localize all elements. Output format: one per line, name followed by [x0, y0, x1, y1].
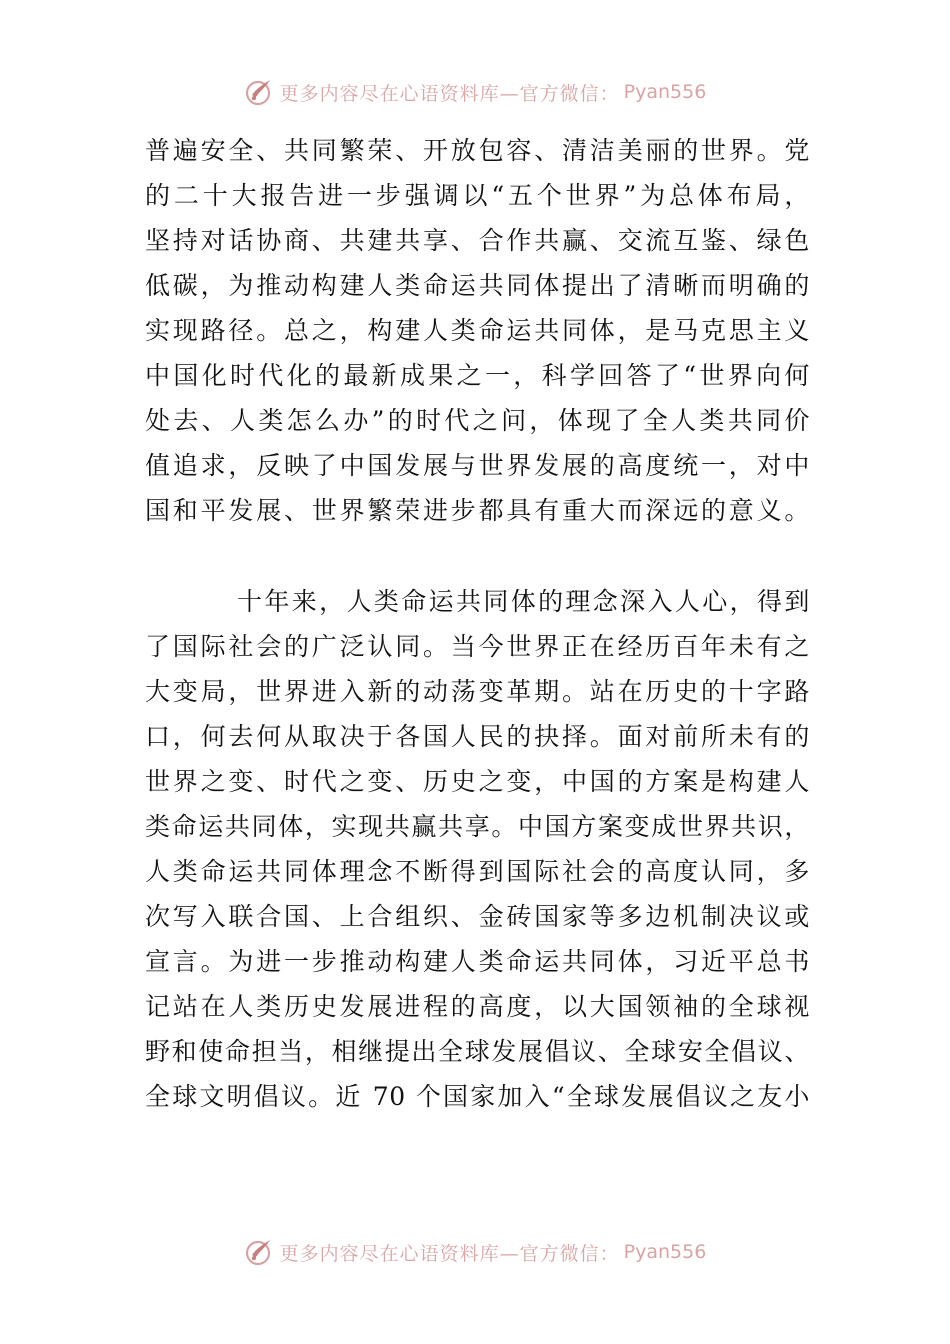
text-line: 实现路径。总之，构建人类命运共同体，是马克思主义 — [145, 316, 810, 345]
text-line: 中国化时代化的最新成果之一，科学回答了“世界向何 — [145, 361, 810, 390]
text-line: 类命运共同体，实现共赢共享。中国方案变成世界共识， — [145, 812, 810, 841]
footer-banner-text: 更多内容尽在心语资料库—官方微信： — [279, 1242, 620, 1265]
text-line: 人类命运共同体理念不断得到国际社会的高度认同，多 — [145, 857, 810, 886]
text-line: 了国际社会的广泛认同。当今世界正在经历百年未有之 — [145, 632, 810, 661]
document-body — [145, 128, 810, 1119]
paragraph-gap — [145, 533, 810, 579]
text-line: 口，何去何从取决于各国人民的抉择。面对前所未有的 — [145, 722, 810, 751]
paragraph-1 — [145, 128, 810, 533]
paragraph-2 — [145, 579, 810, 1119]
footer-wechat-id: Pyan556 — [623, 1241, 707, 1263]
text-line: 的二十大报告进一步强调以“五个世界”为总体布局， — [145, 181, 810, 210]
text-line: 低碳，为推动构建人类命运共同体提出了清晰而明确的 — [145, 271, 810, 300]
text-line: 处去、人类怎么办”的时代之问，体现了全人类共同价 — [145, 406, 810, 435]
text-line: 国和平发展、世界繁荣进步都具有重大而深远的意义。 — [145, 496, 810, 525]
text-line: 坚持对话协商、共建共享、合作共赢、交流互鉴、绿色 — [145, 226, 810, 255]
text-line: 全球文明倡议。近 70 个国家加入“全球发展倡议之友小 — [145, 1082, 810, 1111]
text-line: 次写入联合国、上合组织、金砖国家等多边机制决议或 — [145, 902, 810, 931]
header-wechat-id: Pyan556 — [623, 81, 707, 103]
text-line: 十年来，人类命运共同体的理念深入人心，得到 — [237, 587, 810, 616]
quill-seal-icon — [244, 77, 274, 107]
header-banner-text: 更多内容尽在心语资料库—官方微信： — [279, 82, 620, 105]
text-line: 大变局，世界进入新的动荡变革期。站在历史的十字路 — [145, 677, 810, 706]
text-line: 世界之变、时代之变、历史之变，中国的方案是构建人 — [145, 767, 810, 796]
header-banner — [0, 72, 950, 112]
text-line: 野和使命担当，相继提出全球发展倡议、全球安全倡议、 — [145, 1037, 810, 1066]
text-line: 记站在人类历史发展进程的高度，以大国领袖的全球视 — [145, 992, 810, 1021]
footer-banner — [0, 1232, 950, 1272]
text-line: 值追求，反映了中国发展与世界发展的高度统一，对中 — [145, 451, 810, 480]
text-line: 宣言。为进一步推动构建人类命运共同体，习近平总书 — [145, 947, 810, 976]
text-line: 普遍安全、共同繁荣、开放包容、清洁美丽的世界。党 — [145, 136, 810, 165]
quill-seal-icon — [244, 1237, 274, 1267]
